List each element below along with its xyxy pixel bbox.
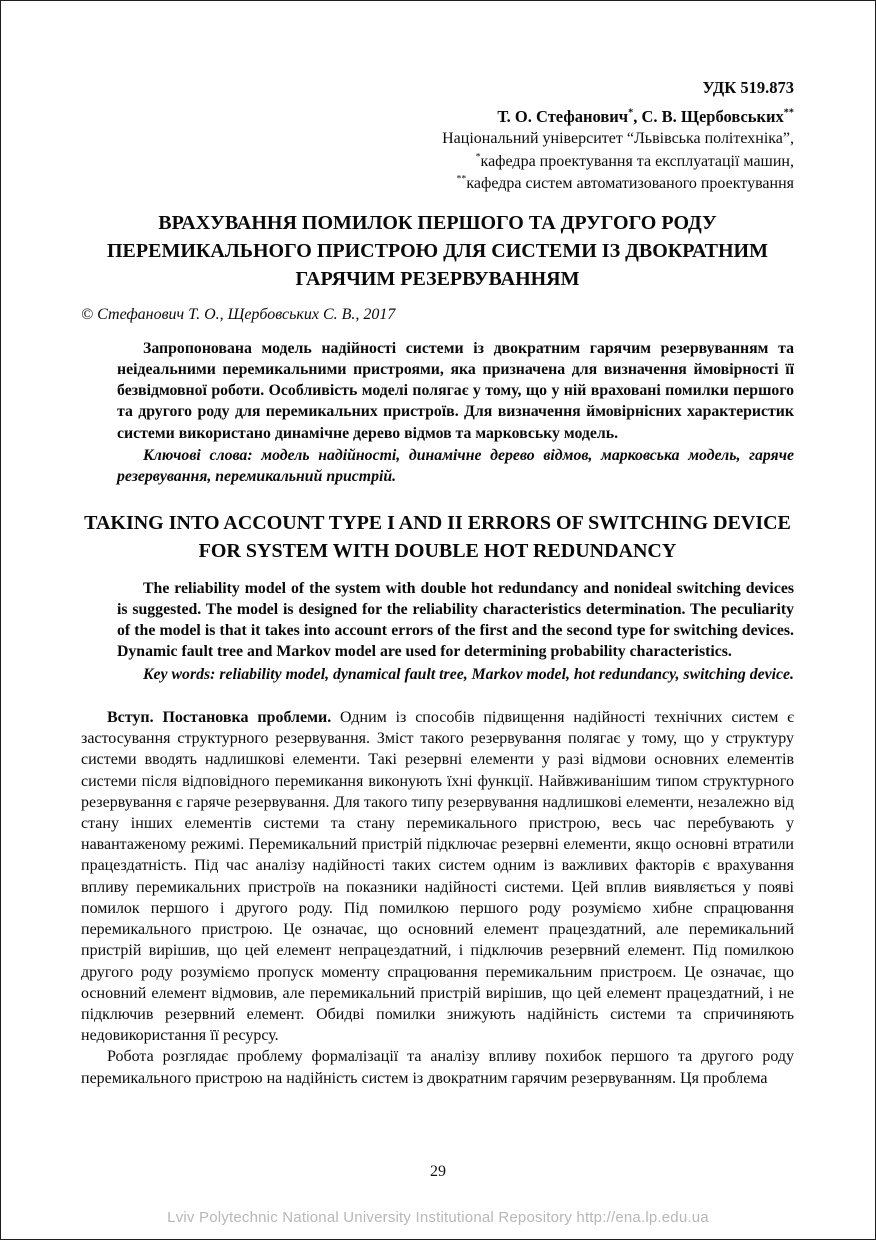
abstract-english: The reliability model of the system with double hot redundancy and nonideal switching devices is suggested. The model is designed for the reliability characteristics determination. The peculiarity of the model is that it takes into account errors of the first and the second type for switching devices. Dynamic fault tree and Markov model are used for determining probability characteristics. (117, 579, 794, 661)
udc-code: УДК 519.873 (702, 78, 794, 97)
affiliation-dept-1 (81, 151, 794, 174)
page-number: 29 (430, 1163, 446, 1180)
author-separator: , (633, 107, 642, 126)
copyright-line: © Стефанович Т. О., Щербовських С. В., 2017 (81, 305, 396, 323)
abstract-ukrainian: Запропонована модель надійності системи із двократним гарячим резервуванням та неідеальними перемикальними пристроями, яка призначена для визначення ймовірності її безвідмовної роботи. Особливість моделі полягає у тому, що у ній враховані помилки першого та другого роду для перемикальних пристроїв. Для визначення ймовірнісних характеристик системи використано динамічне дерево відмов та марковську модель. (117, 339, 794, 442)
keywords-english: Key words: reliability model, dynamical fault tree, Markov model, hot redundancy, switching device. (143, 665, 794, 683)
body-paragraph-1 (81, 707, 794, 1046)
dept-2-text: кафедра систем автоматизованого проектування (466, 175, 794, 192)
author-2-mark: ** (783, 107, 794, 119)
author-1-mark: * (628, 107, 634, 119)
affiliation-university: Національний університет “Львівська політехніка”, (442, 130, 794, 147)
body-paragraph-2: Робота розглядає проблему формалізації та аналізу впливу похибок першого та другого роду перемикального пристрою на надійність систем із двократним гарячим резервуванням. Ця проблема (81, 1048, 794, 1087)
title-ukrainian: ВРАХУВАННЯ ПОМИЛОК ПЕРШОГО ТА ДРУГОГО РОДУ ПЕРЕМИКАЛЬНОГО ПРИСТРОЮ ДЛЯ СИСТЕМИ ІЗ ДВОКРАТНИМ ГАРЯЧИМ РЕЗЕРВУВАННЯМ (107, 211, 768, 290)
page-content (81, 77, 794, 1089)
body-paragraph-1-text: Одним із способів підвищення надійності технічних систем є застосування структурного резервування. Зміст такого резервування полягає у тому, що у структуру системи вводять надлишкові елементи. Такі резервні елементи у разі відмови основних елементів системи після відповідного перемикання виконують їхні функції. Найвживанішим типом структурного резервування є гаряче резервування. Для такого типу резервування надлишкові елементи, незалежно від стану інших елементів системи та стану перемикального пристрою, весь час перебувають у навантаженому режимі. Перемикальний пристрій підключає резервні елементи, якщо основні втратили працездатність. Під час аналізу надійності таких систем одним із важливих факторів є врахування впливу перемикальних пристроїв на показники надійності системи. Цей вплив виявляється у появі помилок першого і другого роду. Під помилкою першого роду розуміємо хибне спрацювання перемикального пристрою. Це означає, що основний елемент працездатний, але перемикальний пристрій вирішив, що цей елемент непрацездатний, і підключив резервний елемент. Під помилкою другого роду розуміємо пропуск моменту спрацювання перемикальним пристроєм. Це означає, що основний елемент відмовив, але перемикальний пристрій вирішив, що цей елемент працездатний, і не підключив резервний елемент. Обидві помилки знижують надійність системи та спричиняють недовикористання її ресурсу. (81, 709, 794, 1045)
section-lead: Вступ. Постановка проблеми. (107, 709, 332, 727)
author-1: Т. О. Стефанович (497, 107, 629, 126)
repository-watermark: Lviv Polytechnic National University Institutional Repository http://ena.lp.edu.ua (167, 1209, 709, 1226)
affiliation-dept-2 (81, 173, 794, 196)
title-english: TAKING INTO ACCOUNT TYPE I AND II ERRORS OF SWITCHING DEVICE FOR SYSTEM WITH DOUBLE HOT REDUNDANCY (84, 511, 791, 562)
dept-1-text: кафедра проектування та експлуатації машин, (480, 152, 794, 170)
authors-line (81, 106, 794, 128)
dept-1-mark: * (475, 151, 481, 163)
keywords-ukrainian: Ключові слова: модель надійності, динамічне дерево відмов, марковська модель, гаряче резервування, перемикальний пристрій. (117, 446, 794, 486)
author-2: С. В. Щербовських (641, 107, 784, 126)
dept-2-mark: ** (456, 173, 467, 185)
